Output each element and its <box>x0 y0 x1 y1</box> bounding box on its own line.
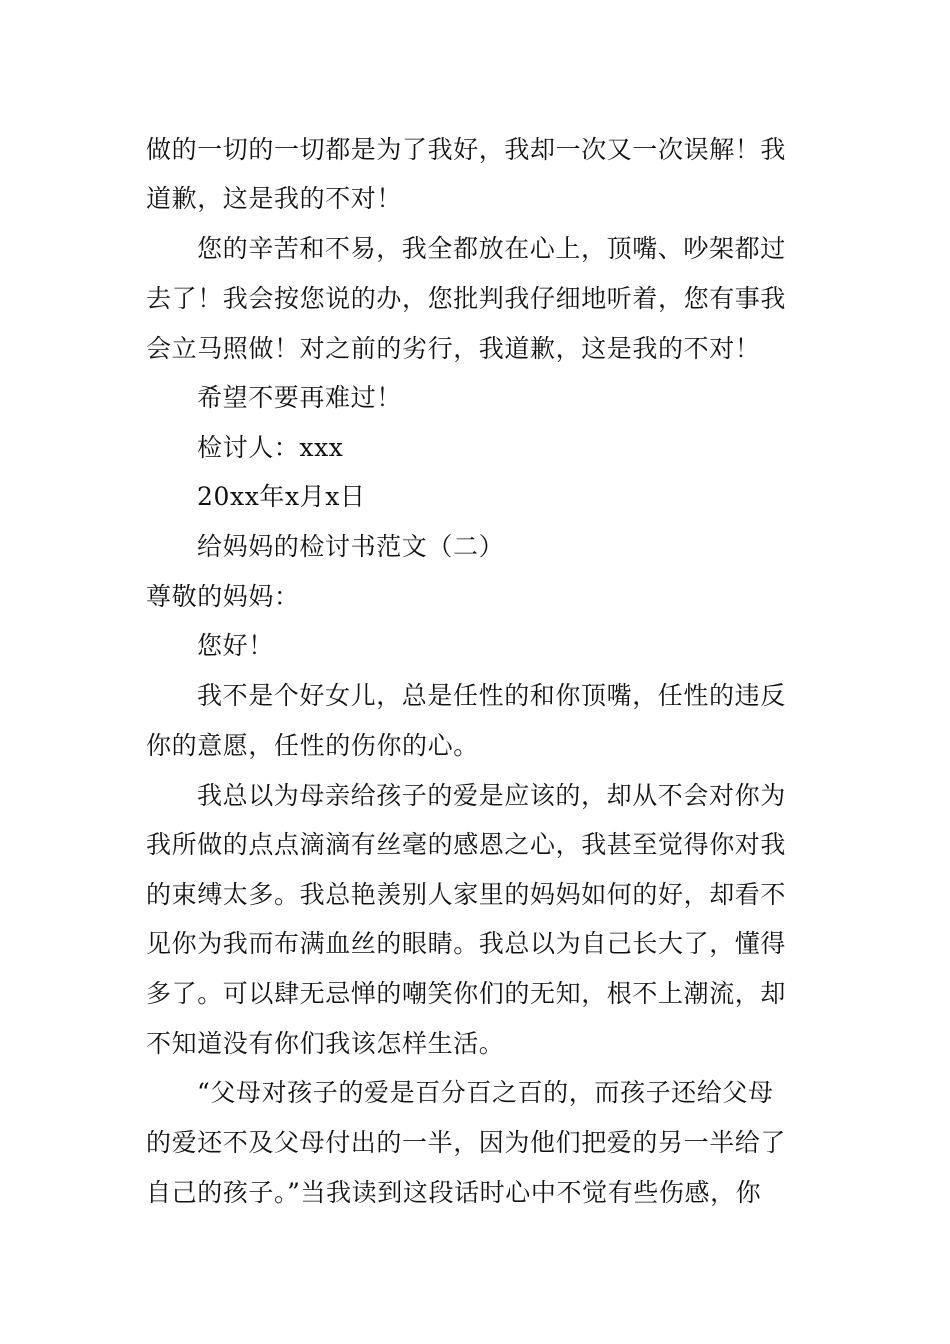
text-line: 希望不要再难过！ <box>197 383 402 412</box>
text-line: 多了。可以肆无忌惮的嘲笑你们的无知，根不上潮流，却 <box>146 979 787 1008</box>
text-line: 的束缚太多。我总艳羡别人家里的妈妈如何的好，却看不 <box>146 880 787 909</box>
text-line: 去了！我会按您说的办，您批判我仔细地听着，您有事我 <box>146 284 787 313</box>
text-line: 自己的孩子。”当我读到这段话时心中不觉有些伤感，你 <box>146 1178 762 1207</box>
text-line: “父母对孩子的爱是百分百之百的，而孩子还给父母 <box>197 1078 774 1107</box>
text-line: 我不是个好女儿，总是任性的和你顶嘴，任性的违反 <box>197 681 786 710</box>
text-line: 你的意愿，任性的伤你的心。 <box>146 731 479 760</box>
salutation: 尊敬的妈妈： <box>146 582 300 611</box>
text-line: 做的一切的一切都是为了我好，我却一次又一次误解！我 <box>146 135 787 164</box>
text-line: 我所做的点点滴滴有丝毫的感恩之心，我甚至觉得你对我 <box>146 830 787 859</box>
signatory-line: 检讨人：xxx <box>197 433 344 462</box>
greeting: 您好！ <box>197 631 274 660</box>
section-title: 给妈妈的检讨书范文（二） <box>197 532 505 561</box>
text-line: 我总以为母亲给孩子的爱是应该的，却从不会对你为 <box>197 781 786 810</box>
text-line: 不知道没有你们我该怎样生活。 <box>146 1029 505 1058</box>
text-line: 会立马照做！对之前的劣行，我道歉，这是我的不对！ <box>146 334 761 363</box>
text-line: 见你为我而布满血丝的眼睛。我总以为自己长大了，懂得 <box>146 929 787 958</box>
date-line: 20xx年x月x日 <box>197 482 366 511</box>
text-line: 您的辛苦和不易，我全都放在心上，顶嘴、吵架都过 <box>197 234 786 263</box>
text-line: 道歉，这是我的不对！ <box>146 184 403 213</box>
text-line: 的爱还不及父母付出的一半，因为他们把爱的另一半给了 <box>146 1128 787 1157</box>
